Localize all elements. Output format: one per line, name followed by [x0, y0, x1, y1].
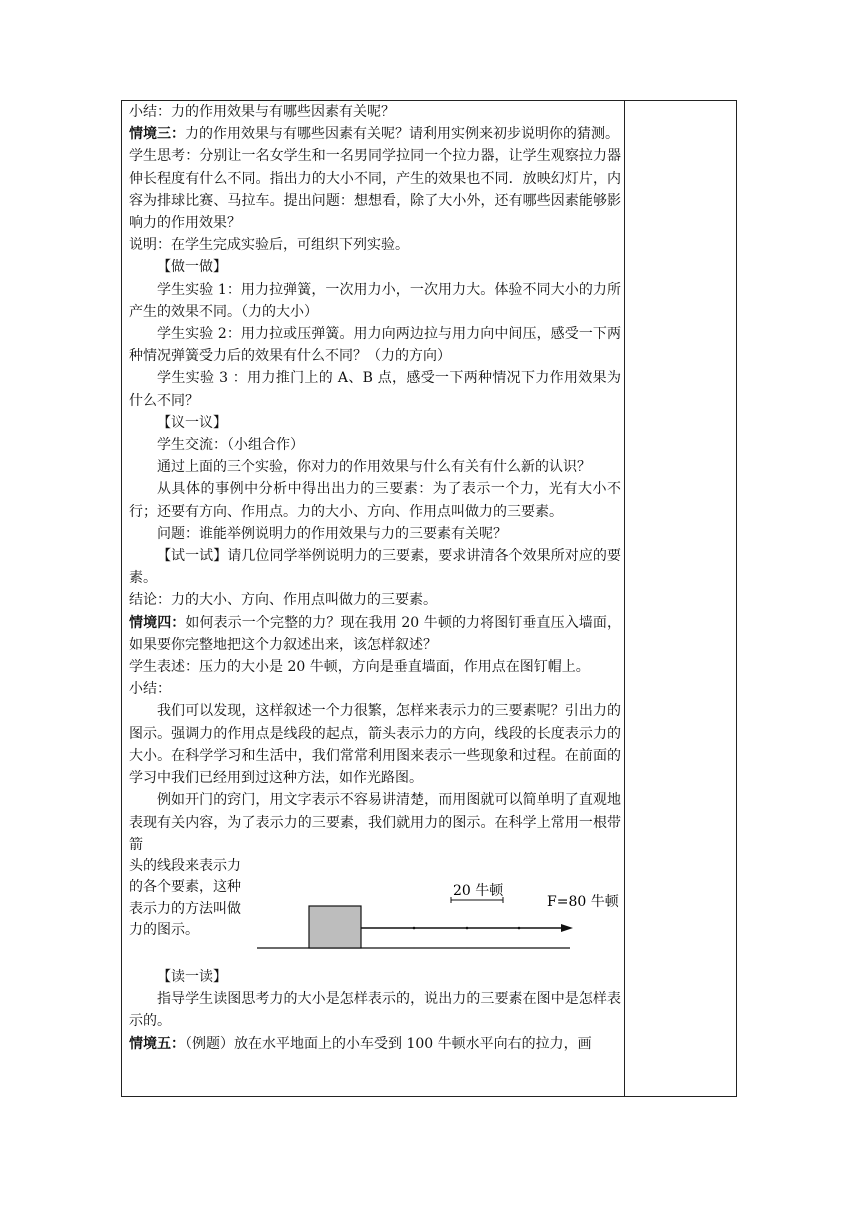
three-experiments-paragraph: 通过上面的三个实验，你对力的作用效果与什么有关有什么新的认识？	[157, 459, 591, 476]
student-exchange-paragraph: 学生交流：（小组合作）	[157, 437, 304, 454]
scenario-three-paragraph	[129, 123, 621, 145]
question-paragraph: 问题：谁能举例说明力的作用效果与力的三要素有关呢？	[157, 525, 507, 542]
scenario-four-label: 情境四：	[129, 614, 186, 631]
discuss-heading: 【议一议】	[157, 414, 227, 431]
scenario-five-text: （例题）放在水平地面上的小车受到 100 牛顿水平向右的拉力，画	[185, 1035, 592, 1052]
experiment-two-paragraph: 学生实验 2：用力拉或压弹簧。用力向两边拉与用力向中间压，感受一下两种情况弹簧受力后的效果有什么不同？（力的方向）	[129, 326, 621, 365]
summary-heading: 小结：	[129, 681, 171, 698]
table-column-divider	[624, 100, 625, 1097]
scale-tick-3	[518, 927, 521, 930]
experiment-three-paragraph: 学生实验 3 ：用力推门上的 A、B 点，感受一下两种情况下力作用效果为什么不同？	[129, 370, 621, 409]
student-thinking-paragraph: 学生思考：分别让一名女学生和一名男同学拉同一个拉力器，让学生观察拉力器伸长程度有什么不同。指出力的大小不同，产生的效果也不同．放映幻灯片，内容为排球比赛、马拉车。提出问题：想想看，除了大小外，还有哪些因素能够影响力的作用效果？	[129, 148, 621, 232]
scenario-three-text: 力的作用效果与有哪些因素有关呢？请利用实例来初步说明你的猜测。	[185, 126, 619, 143]
scenario-four-text: 如何表示一个完整的力？现在我用 20 牛顿的力将图钉垂直压入墙面，如果要你完整地把这个力叙述出来，该怎样叙述？	[129, 614, 621, 653]
do-it-heading: 【做一做】	[157, 259, 227, 276]
cart-box	[309, 906, 361, 948]
try-it-label: 【试一试】	[157, 548, 228, 565]
force-arrowhead	[561, 924, 573, 932]
scale-tick-1	[413, 927, 416, 930]
scenario-four-paragraph	[129, 612, 621, 656]
note-paragraph: 说明：在学生完成实验后，可组织下列实验。	[129, 237, 409, 254]
force-label: F=80 牛顿	[547, 893, 619, 910]
force-diagram-intro-paragraph: 我们可以发现，这样叙述一个力很繁，怎样来表示力的三要素呢？引出力的图示。强调力的作用点是线段的起点，箭头表示力的方向，线段的长度表示力的大小。在科学学习和生活中，我们常常利用图来表示一些现象和过程。在前面的学习中我们已经用到过这种方法，如作光路图。	[129, 703, 621, 787]
scenario-five-paragraph	[129, 1033, 621, 1055]
experiment-one-paragraph: 学生实验 1：用力拉弹簧，一次用力小，一次用力大。体验不同大小的力所产生的效果不同。（力的大小）	[129, 281, 621, 320]
guide-reading-paragraph: 指导学生读图思考力的大小是怎样表示的，说出力的三要素在图中是怎样表示的。	[129, 991, 621, 1030]
student-statement-paragraph: 学生表述：压力的大小是 20 牛顿，方向是垂直墙面，作用点在图钉帽上。	[129, 659, 590, 676]
door-example-paragraph: 例如开门的窍门，用文字表示不容易讲清楚，而用图就可以简单明了直观地表现有关内容，为了表示力的三要素，我们就用力的图示。在科学上常用一根带箭	[129, 792, 621, 853]
conclusion-paragraph: 结论：力的大小、方向、作用点叫做力的三要素。	[129, 592, 437, 609]
summary-paragraph: 小结：力的作用效果与有哪些因素有关呢？	[129, 104, 395, 120]
try-it-paragraph	[129, 545, 621, 589]
force-diagram-block	[129, 856, 621, 966]
scale-tick-2	[466, 927, 469, 930]
try-it-text: 请几位同学举例说明力的三要素，要求讲清各个效果所对应的要素。	[129, 548, 621, 587]
scenario-five-label: 情境五：	[129, 1035, 185, 1052]
force-diagram	[129, 856, 621, 966]
read-it-heading: 【读一读】	[157, 968, 227, 985]
scale-label: 20 牛顿	[453, 882, 504, 899]
lesson-content	[129, 101, 621, 1055]
three-elements-paragraph: 从具体的事例中分析中得出出力的三要素：为了表示一个力，光有大小不行；还要有方向、作用点。力的大小、方向、作用点叫做力的三要素。	[129, 481, 621, 520]
scenario-three-label: 情境三：	[129, 126, 185, 143]
force-diagram-side-text: 头的线段来表示力的各个要素，这种表示力的方法叫做力的图示。	[129, 857, 241, 939]
